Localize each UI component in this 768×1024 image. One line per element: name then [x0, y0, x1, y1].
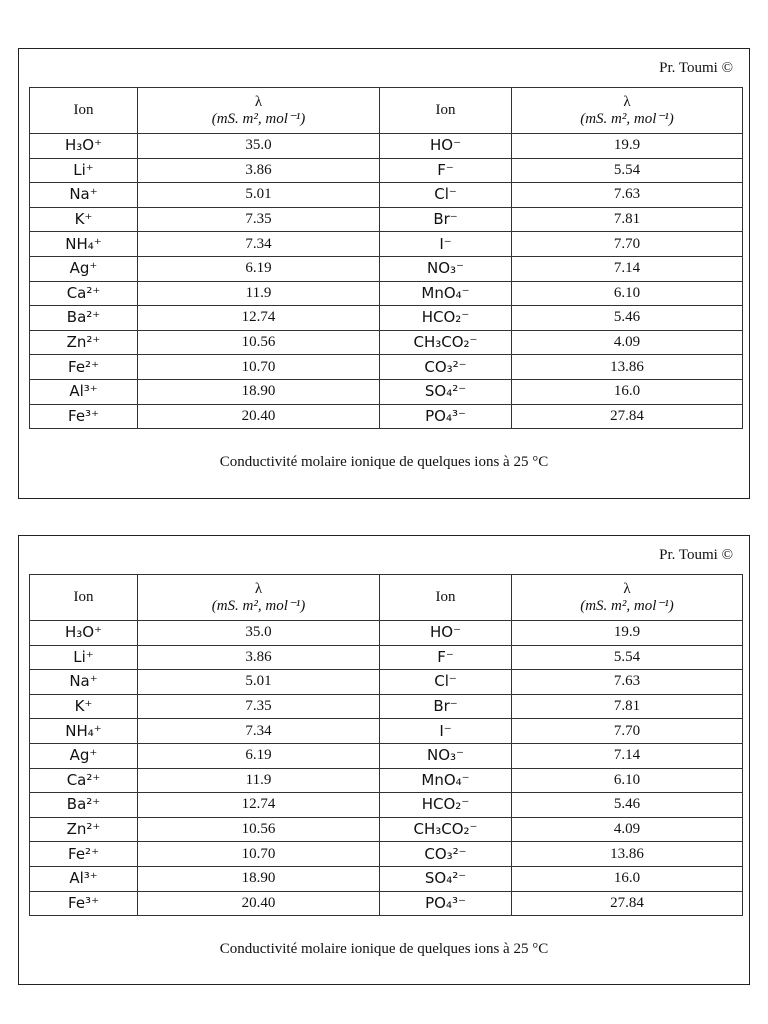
cation-value-cell: 3.86	[138, 158, 380, 183]
table-row	[30, 891, 743, 916]
anion-cell: Br⁻	[380, 207, 512, 232]
table-row	[30, 158, 743, 183]
author-credit: Pr. Toumi ©	[659, 60, 733, 76]
conductivity-card-bottom	[18, 535, 750, 985]
anion-cell: HO⁻	[380, 621, 512, 646]
cation-value-cell: 35.0	[138, 621, 380, 646]
table-header-row	[30, 88, 743, 134]
cation-value-cell: 5.01	[138, 183, 380, 208]
anion-cell: CH₃CO₂⁻	[380, 330, 512, 355]
cation-cell: Na⁺	[30, 670, 138, 695]
table-row	[30, 355, 743, 380]
anion-cell: PO₄³⁻	[380, 404, 512, 429]
anion-value-cell: 7.81	[512, 694, 743, 719]
cation-cell: Zn²⁺	[30, 330, 138, 355]
anion-value-cell: 4.09	[512, 817, 743, 842]
header-lambda	[512, 88, 743, 134]
anion-cell: Br⁻	[380, 694, 512, 719]
lambda-unit: (mS. m², mol⁻¹)	[211, 110, 306, 127]
anion-cell: NO₃⁻	[380, 256, 512, 281]
lambda-symbol: λ	[623, 93, 631, 110]
cation-cell: Ba²⁺	[30, 793, 138, 818]
cation-cell: Ca²⁺	[30, 281, 138, 306]
cation-value-cell: 18.90	[138, 866, 380, 891]
anion-value-cell: 6.10	[512, 768, 743, 793]
header-ion: Ion	[30, 88, 138, 134]
anion-cell: HCO₂⁻	[380, 306, 512, 331]
anion-value-cell: 16.0	[512, 379, 743, 404]
cation-value-cell: 10.70	[138, 842, 380, 867]
table-row	[30, 256, 743, 281]
table-row	[30, 207, 743, 232]
anion-value-cell: 4.09	[512, 330, 743, 355]
table-row	[30, 232, 743, 257]
cation-value-cell: 12.74	[138, 793, 380, 818]
cation-cell: Li⁺	[30, 645, 138, 670]
anion-value-cell: 7.63	[512, 183, 743, 208]
cation-value-cell: 3.86	[138, 645, 380, 670]
anion-value-cell: 27.84	[512, 404, 743, 429]
lambda-unit: (mS. m², mol⁻¹)	[580, 597, 674, 614]
table-row	[30, 719, 743, 744]
cation-cell: H₃O⁺	[30, 621, 138, 646]
cation-cell: Zn²⁺	[30, 817, 138, 842]
table-row	[30, 768, 743, 793]
table-row	[30, 817, 743, 842]
table-caption: Conductivité molaire ionique de quelques ions à 25 °C	[219, 454, 549, 470]
anion-cell: I⁻	[380, 719, 512, 744]
lambda-symbol: λ	[254, 93, 263, 110]
table-row	[30, 793, 743, 818]
anion-cell: F⁻	[380, 158, 512, 183]
anion-value-cell: 7.70	[512, 719, 743, 744]
cation-cell: K⁺	[30, 207, 138, 232]
cation-cell: NH₄⁺	[30, 719, 138, 744]
anion-cell: MnO₄⁻	[380, 281, 512, 306]
anion-cell: SO₄²⁻	[380, 379, 512, 404]
anion-cell: Cl⁻	[380, 183, 512, 208]
cation-value-cell: 5.01	[138, 670, 380, 695]
anion-cell: PO₄³⁻	[380, 891, 512, 916]
anion-value-cell: 5.54	[512, 645, 743, 670]
cation-value-cell: 18.90	[138, 379, 380, 404]
cation-cell: Ag⁺	[30, 256, 138, 281]
anion-value-cell: 16.0	[512, 866, 743, 891]
cation-value-cell: 10.56	[138, 817, 380, 842]
anion-value-cell: 13.86	[512, 842, 743, 867]
cation-cell: K⁺	[30, 694, 138, 719]
cation-cell: Fe³⁺	[30, 404, 138, 429]
anion-value-cell: 7.81	[512, 207, 743, 232]
table-row	[30, 306, 743, 331]
cation-cell: Fe³⁺	[30, 891, 138, 916]
anion-cell: HO⁻	[380, 134, 512, 159]
anion-value-cell: 7.14	[512, 743, 743, 768]
cation-value-cell: 7.34	[138, 719, 380, 744]
header-ion: Ion	[380, 88, 512, 134]
anion-cell: I⁻	[380, 232, 512, 257]
table-row	[30, 842, 743, 867]
anion-value-cell: 7.63	[512, 670, 743, 695]
lambda-symbol: λ	[623, 580, 631, 597]
cation-value-cell: 11.9	[138, 768, 380, 793]
anion-value-cell: 13.86	[512, 355, 743, 380]
anion-value-cell: 5.46	[512, 793, 743, 818]
cation-value-cell: 7.35	[138, 694, 380, 719]
cation-value-cell: 35.0	[138, 134, 380, 159]
anion-cell: SO₄²⁻	[380, 866, 512, 891]
header-lambda	[138, 88, 380, 134]
table-row	[30, 183, 743, 208]
table-row	[30, 621, 743, 646]
cation-value-cell: 20.40	[138, 404, 380, 429]
table-body	[30, 621, 743, 916]
table-row	[30, 404, 743, 429]
anion-cell: MnO₄⁻	[380, 768, 512, 793]
anion-cell: Cl⁻	[380, 670, 512, 695]
cation-value-cell: 6.19	[138, 743, 380, 768]
cation-value-cell: 11.9	[138, 281, 380, 306]
conductivity-table	[29, 87, 743, 429]
cation-cell: NH₄⁺	[30, 232, 138, 257]
cation-value-cell: 6.19	[138, 256, 380, 281]
lambda-unit: (mS. m², mol⁻¹)	[580, 110, 674, 127]
table-row	[30, 743, 743, 768]
cation-cell: Ba²⁺	[30, 306, 138, 331]
anion-cell: HCO₂⁻	[380, 793, 512, 818]
anion-value-cell: 5.46	[512, 306, 743, 331]
anion-cell: CH₃CO₂⁻	[380, 817, 512, 842]
cation-cell: Al³⁺	[30, 866, 138, 891]
table-header-row	[30, 575, 743, 621]
header-ion: Ion	[380, 575, 512, 621]
table-row	[30, 379, 743, 404]
cation-value-cell: 10.56	[138, 330, 380, 355]
cation-cell: Ag⁺	[30, 743, 138, 768]
anion-cell: F⁻	[380, 645, 512, 670]
anion-value-cell: 5.54	[512, 158, 743, 183]
cation-cell: Al³⁺	[30, 379, 138, 404]
cation-value-cell: 7.35	[138, 207, 380, 232]
header-ion: Ion	[30, 575, 138, 621]
cation-cell: Ca²⁺	[30, 768, 138, 793]
header-lambda	[512, 575, 743, 621]
header-lambda	[138, 575, 380, 621]
table-row	[30, 134, 743, 159]
anion-cell: NO₃⁻	[380, 743, 512, 768]
table-row	[30, 281, 743, 306]
table-row	[30, 330, 743, 355]
lambda-unit: (mS. m², mol⁻¹)	[211, 597, 306, 614]
conductivity-table	[29, 574, 743, 916]
table-row	[30, 866, 743, 891]
anion-value-cell: 19.9	[512, 134, 743, 159]
anion-value-cell: 6.10	[512, 281, 743, 306]
cation-cell: Fe²⁺	[30, 842, 138, 867]
anion-value-cell: 19.9	[512, 621, 743, 646]
cation-cell: Fe²⁺	[30, 355, 138, 380]
author-credit: Pr. Toumi ©	[659, 547, 733, 563]
table-row	[30, 694, 743, 719]
table-caption: Conductivité molaire ionique de quelques ions à 25 °C	[219, 941, 549, 957]
cation-cell: H₃O⁺	[30, 134, 138, 159]
anion-cell: CO₃²⁻	[380, 355, 512, 380]
table-row	[30, 670, 743, 695]
cation-cell: Na⁺	[30, 183, 138, 208]
anion-cell: CO₃²⁻	[380, 842, 512, 867]
cation-value-cell: 20.40	[138, 891, 380, 916]
cation-value-cell: 12.74	[138, 306, 380, 331]
cation-value-cell: 7.34	[138, 232, 380, 257]
table-body	[30, 134, 743, 429]
lambda-symbol: λ	[254, 580, 263, 597]
conductivity-card-top	[18, 48, 750, 499]
table-row	[30, 645, 743, 670]
anion-value-cell: 7.70	[512, 232, 743, 257]
cation-cell: Li⁺	[30, 158, 138, 183]
anion-value-cell: 27.84	[512, 891, 743, 916]
anion-value-cell: 7.14	[512, 256, 743, 281]
cation-value-cell: 10.70	[138, 355, 380, 380]
